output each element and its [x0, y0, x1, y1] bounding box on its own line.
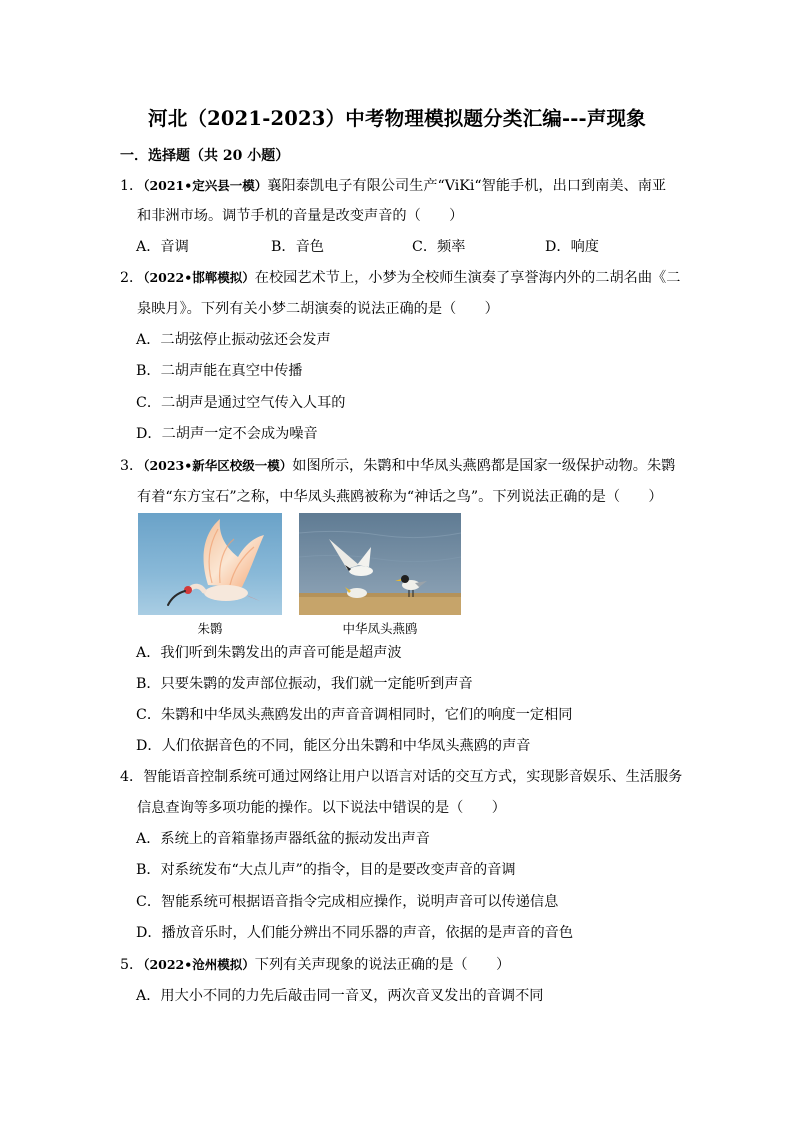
tern-photo	[299, 513, 461, 615]
option-b: B．二胡声能在真空中传播	[136, 363, 303, 379]
option-b: B．对系统发布“大点儿声”的指令，目的是要改变声音的音调	[136, 862, 516, 878]
ibis-photo	[138, 513, 282, 615]
tern-illustration	[299, 513, 461, 615]
option-b: B．音色	[271, 239, 324, 255]
image-caption: 朱鹮	[197, 621, 223, 636]
question-source: （2022•邯郸模拟）	[143, 270, 255, 285]
option-c: C．二胡声是通过空气传入人耳的	[136, 395, 346, 411]
question-number: 5．	[120, 957, 144, 973]
question-text-continued: 和非洲市场。调节手机的音量是改变声音的（ ）	[137, 208, 464, 224]
question-text: 在校园艺术节上，小梦为全校师生演奏了享誉海内外的二胡名曲《二	[254, 270, 681, 286]
document-title: 河北（2021-2023）中考物理模拟题分类汇编---声现象	[148, 107, 646, 130]
question-2	[120, 268, 680, 288]
option-a: A．二胡弦停止振动弦还会发声	[136, 332, 331, 348]
option-d: D．二胡声一定不会成为噪音	[136, 426, 318, 442]
question-number: 1．	[120, 178, 144, 194]
question-text-continued: 信息查询等多项功能的操作。以下说法中错误的是（ ）	[137, 800, 506, 816]
question-number: 3．	[120, 458, 144, 474]
question-text: 下列有关声现象的说法正确的是（ ）	[254, 957, 511, 973]
question-text-continued: 泉映月》。下列有关小梦二胡演奏的说法正确的是（ ）	[137, 301, 499, 317]
question-number: 2．	[120, 270, 144, 286]
option-d: D．人们依据音色的不同，能区分出朱鹮和中华凤头燕鸥的声音	[136, 738, 531, 754]
option-c: C．频率	[412, 239, 466, 255]
question-source: （2021•定兴县一模）	[143, 178, 268, 193]
option-c: C．智能系统可根据语音指令完成相应操作，说明声音可以传递信息	[136, 894, 559, 910]
question-1	[120, 176, 666, 196]
option-a: A．我们听到朱鹮发出的声音可能是超声波	[136, 645, 402, 661]
option-a: A．系统上的音箱靠扬声器纸盆的振动发出声音	[136, 831, 430, 847]
ibis-illustration	[138, 513, 282, 615]
option-d: D．响度	[545, 239, 599, 255]
question-number: 4．	[120, 769, 144, 785]
option-d: D．播放音乐时，人们能分辨出不同乐器的声音，依据的是声音的音色	[136, 925, 574, 941]
question-text: 如图所示，朱鹮和中华凤头燕鸥都是国家一级保护动物。朱鹮	[292, 458, 676, 474]
image-caption: 中华凤头燕鸥	[342, 621, 418, 636]
option-a: A．用大小不同的力先后敲击同一音叉，两次音叉发出的音调不同	[136, 988, 544, 1004]
question-source: （2022•沧州模拟）	[143, 957, 255, 972]
question-3	[120, 456, 675, 476]
option-b: B．只要朱鹮的发声部位振动，我们就一定能听到声音	[136, 676, 473, 692]
question-source: （2023•新华区校级一模）	[143, 458, 293, 473]
question-4	[120, 767, 682, 787]
question-text: 智能语音控制系统可通过网络让用户以语言对话的交互方式，实现影音娱乐、生活服务	[143, 769, 683, 785]
question-5	[120, 955, 510, 975]
question-text: 襄阳泰凯电子有限公司生产“ViKi“智能手机，出口到南美、南亚	[267, 178, 667, 194]
question-text-continued: 有着“东方宝石”之称，中华凤头燕鸥被称为“神话之鸟”。下列说法正确的是（ ）	[137, 489, 663, 505]
option-a: A．音调	[136, 239, 189, 255]
option-c: C．朱鹮和中华凤头燕鸥发出的声音音调相同时，它们的响度一定相同	[136, 707, 573, 723]
section-heading: 一．选择题（共 20 小题）	[120, 148, 290, 164]
